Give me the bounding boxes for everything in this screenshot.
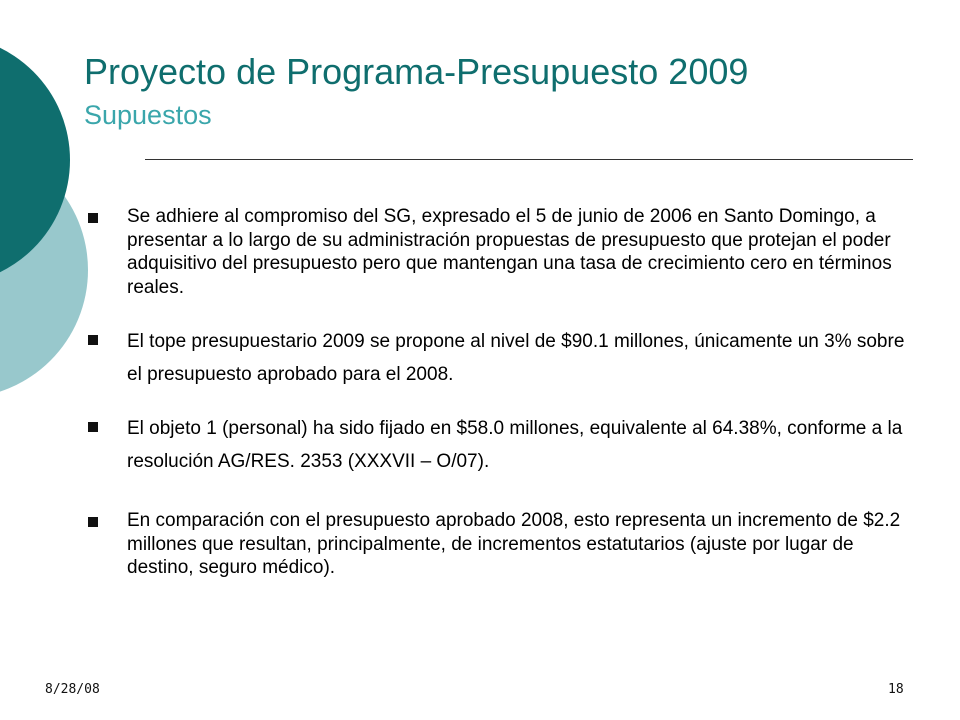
slide-title: Proyecto de Programa-Presupuesto 2009	[84, 51, 749, 92]
title-divider	[145, 159, 913, 160]
bullet-text: El objeto 1 (personal) ha sido fijado en $58.0 millones, equivalente al 64.38%, conforme a la resolución AG/RES. 2353 (XXXVII – O/07).	[127, 418, 903, 472]
footer-date: 8/28/08	[45, 682, 100, 697]
square-bullet-icon	[88, 422, 98, 432]
slide-subtitle: Supuestos	[84, 100, 212, 130]
bullet-item	[88, 509, 918, 580]
page-number: 18	[888, 682, 904, 697]
bullet-list	[88, 205, 918, 580]
bullet-text: Se adhiere al compromiso del SG, expresado el 5 de junio de 2006 en Santo Domingo, a presentar a lo largo de su administración propuestas de presupuesto que protejan el poder adquisitivo del presupuesto pero que mantengan una tasa de crecimiento cero en términos reales.	[127, 206, 892, 298]
bullet-text: El tope presupuestario 2009 se propone al nivel de $90.1 millones, únicamente un 3% sobre el presupuesto aprobado para el 2008.	[127, 331, 905, 385]
bullet-item	[88, 325, 918, 391]
square-bullet-icon	[88, 517, 98, 527]
bullet-item	[88, 205, 918, 299]
square-bullet-icon	[88, 213, 98, 223]
square-bullet-icon	[88, 335, 98, 345]
bullet-item	[88, 412, 918, 478]
bullet-text: En comparación con el presupuesto aprobado 2008, esto representa un incremento de $2.2 millones que resultan, principalmente, de incrementos estatutarios (ajuste por lugar de destino, seguro médico).	[127, 510, 901, 578]
